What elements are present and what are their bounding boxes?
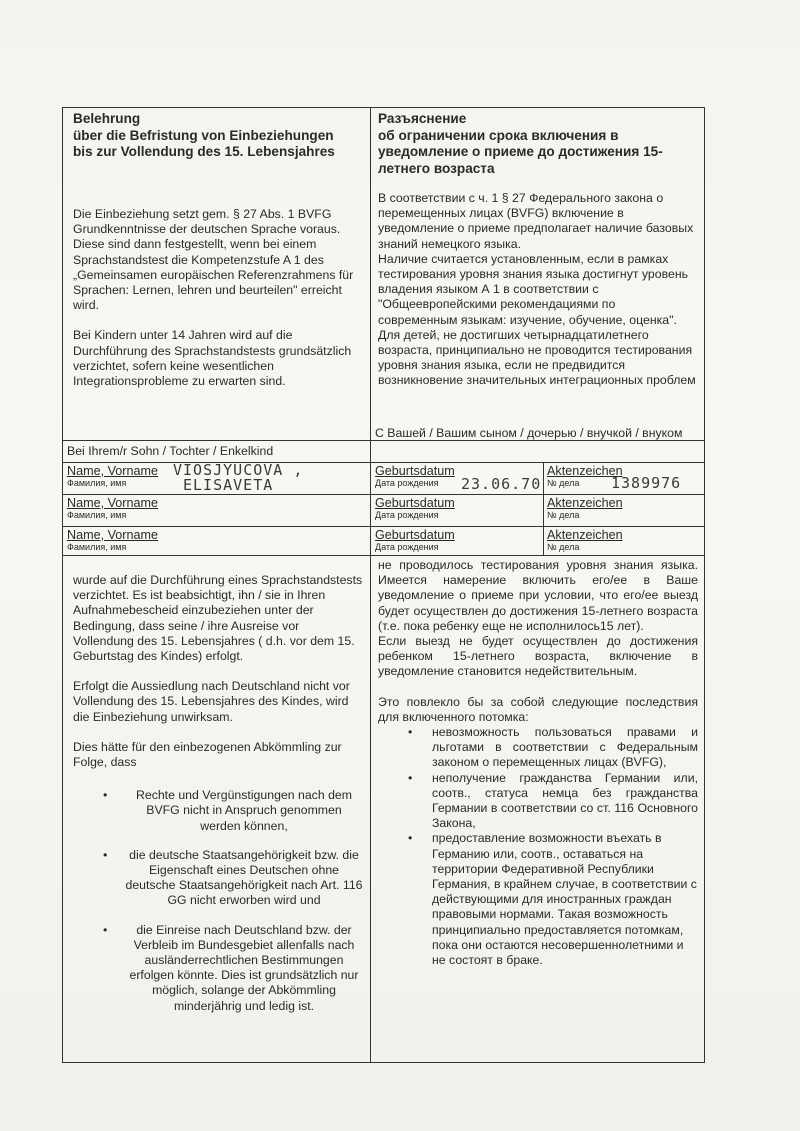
name-label: Name, Vorname (67, 528, 158, 542)
de-body-paragraph: Dies hätte für den einbezogenen Abkömmling zur Folge, dass (73, 739, 342, 770)
ru-title-line: уведомление о приеме до достижения 15- (378, 144, 663, 160)
dob-field-1[interactable] (375, 465, 455, 489)
ru-title-line: Разъяснение (378, 111, 467, 126)
de-intro-paragraph: Bei Kindern unter 14 Jahren wird auf die Durchführung des Sprachstandstests grundsätzlich verzichtet, sofern keine wesentlichen Integrationsprobleme zu erwarten sind. (73, 328, 352, 389)
row-divider (63, 526, 704, 527)
de-consequences-list (73, 788, 363, 1014)
ru-child-text: С Вашей / Вашим сыном / дочерью / внучкой / внуком (375, 426, 683, 440)
file-sublabel: № дела (547, 478, 580, 488)
list-item: • Rechte und Vergünstigungen nach dem BVFG nicht in Anspruch genommen werden können, (73, 788, 363, 834)
ru-intro-paragraph: В соответствии с ч. 1 § 27 Федерального закона о перемещенных лицах (BVFG) включение в уведомление о приеме предполагает наличие базовых знаний немецкого языка. (378, 191, 694, 251)
row-divider (63, 494, 704, 495)
dob-field-3[interactable] (375, 529, 455, 553)
dob-sublabel: Дата рождения (375, 542, 439, 552)
file-label: Aktenzeichen (547, 464, 623, 478)
list-item: • невозможность пользоваться правами и льготами в соответствии с Федеральным законом о перемещенных лицах (BVFG), (378, 725, 698, 771)
name-field-1[interactable] (67, 465, 158, 489)
ru-intro (378, 191, 698, 389)
de-body-paragraph: Erfolgt die Aussiedlung nach Deutschland nicht vor Vollendung des 15. Lebensjahres des Kindes, wird die Einbeziehung unwirksam. (73, 679, 350, 724)
file-field-2[interactable] (547, 497, 623, 521)
row-divider (63, 462, 704, 463)
dob-sublabel: Дата рождения (375, 478, 439, 488)
ru-body (378, 558, 698, 968)
de-title-line: bis zur Vollendung des 15. Lebensjahres (73, 144, 335, 160)
handwritten-name: ELISAVETA (183, 476, 274, 494)
de-child-label (67, 444, 367, 459)
de-intro-paragraph: Die Einbeziehung setzt gem. § 27 Abs. 1 BVFG Grundkenntnisse der deutschen Sprache voraus. Diese sind dann festgestellt, wenn bei einem Sprachstandstest die Kompetenzstufe A 1 des „Gemeinsamen europäischen Referenzrahmens für Sprachen: Lernen, lehren und beurteilen" erreicht wird. (73, 207, 354, 313)
dob-label: Geburtsdatum (375, 464, 455, 478)
de-title-line: über die Befristung von Einbeziehungen (73, 127, 334, 143)
file-label: Aktenzeichen (547, 528, 623, 542)
column-divider (370, 108, 371, 1062)
de-body-paragraph: wurde auf die Durchführung eines Sprachstandstests verzichtet. Es ist beabsichtigt, ihn / sie in Ihren Aufnahmebescheid einzubeziehen unter der Bedingung, dass seine / ihre Ausreise vor Vollendung des 15. Lebensjahres ( d.h. vor dem 15. Geburtstag des Kindes) erfolgt. (73, 573, 363, 664)
ru-child-label (375, 426, 699, 441)
file-sublabel: № дела (547, 510, 580, 520)
de-intro (73, 207, 363, 389)
name-label: Name, Vorname (67, 464, 158, 478)
ru-intro-paragraph: Наличие считается установленным, если в рамках тестирования уровня знания языка достигнут уровень владения языком А 1 в соответствии с "Общеевропейскими рекомендациями по современным языкам: изучение, обучение, оценка". (378, 251, 689, 327)
de-title (73, 111, 365, 161)
file-field-3[interactable] (547, 529, 623, 553)
field-divider (543, 462, 544, 555)
ru-body-paragraph: Если выезд не будет осуществлен до достижения ребенком 15-летнего возраста, включение в уведомление становится недействительным. (378, 634, 698, 679)
file-label: Aktenzeichen (547, 496, 623, 510)
ru-title-line: об ограничении срока включения в (378, 127, 619, 143)
de-body (73, 573, 363, 1028)
de-title-line: Belehrung (73, 111, 141, 126)
name-label: Name, Vorname (67, 496, 158, 510)
name-sublabel: Фамилия, имя (67, 542, 127, 552)
name-sublabel: Фамилия, имя (67, 510, 127, 520)
list-item: • предоставление возможности въехать в Германию или, соотв., оставаться на территории Федеративной Республики Германия, в крайнем случае, в соответствии с действующими для иностранных граждан правовыми нормами. Такая возможность принципиально предоставляется потомкам, пока они остаются несовершеннолетними и не состоят в браке. (378, 831, 698, 968)
list-item: • неполучение гражданства Германии или, соотв., статуса немца без гражданства Германии в соответствии со ст. 116 Основного Закона, (378, 771, 698, 832)
handwritten-file-number: 1389976 (611, 474, 682, 492)
row-divider (63, 555, 704, 556)
bilingual-form-table (62, 107, 705, 1063)
dob-field-2[interactable] (375, 497, 455, 521)
ru-title-line: летнего возраста (378, 160, 495, 176)
handwritten-name: VIOSJYUCOVA , (173, 461, 304, 479)
dob-label: Geburtsdatum (375, 496, 455, 510)
de-child-text: Bei Ihrem/r Sohn / Tochter / Enkelkind (67, 444, 274, 458)
ru-consequences-list (378, 725, 698, 968)
name-field-3[interactable] (67, 529, 158, 553)
dob-sublabel: Дата рождения (375, 510, 439, 520)
dob-label: Geburtsdatum (375, 528, 455, 542)
ru-title (378, 111, 698, 177)
ru-body-paragraph: не проводилось тестирования уровня знания языка. Имеется намерение включить его/ее в Ваше уведомление о приеме при условии, что его/ее выезд будет осуществлен до достижения 15-летнего возраста (т.е. пока ребенку еще не исполнилось15 лет). (378, 558, 698, 633)
name-field-2[interactable] (67, 497, 158, 521)
handwritten-dob: 23.06.70 (461, 475, 542, 493)
ru-body-paragraph: Это повлекло бы за собой следующие последствия для включенного потомка: (378, 694, 698, 724)
ru-intro-paragraph: Для детей, не достигших четырнадцатилетнего возраста, принципиально не проводится тестирования уровня знания языка, если не предвидится возникновение значительных интеграционных проблем (378, 327, 696, 388)
file-sublabel: № дела (547, 542, 580, 552)
list-item: • die Einreise nach Deutschland bzw. der Verbleib im Bundesgebiet allenfalls nach ausländerrechtlichen Bestimmungen erfolgen könnte. Dies ist grundsätzlich nur möglich, solange der Abkömmling minderjährig und ledig ist. (73, 923, 363, 1014)
list-item: • die deutsche Staatsangehörigkeit bzw. die Eigenschaft eines Deutschen ohne deutsche Staatsangehörigkeit nach Art. 116 GG nicht erworben wird und (73, 848, 363, 909)
name-sublabel: Фамилия, имя (67, 478, 127, 488)
